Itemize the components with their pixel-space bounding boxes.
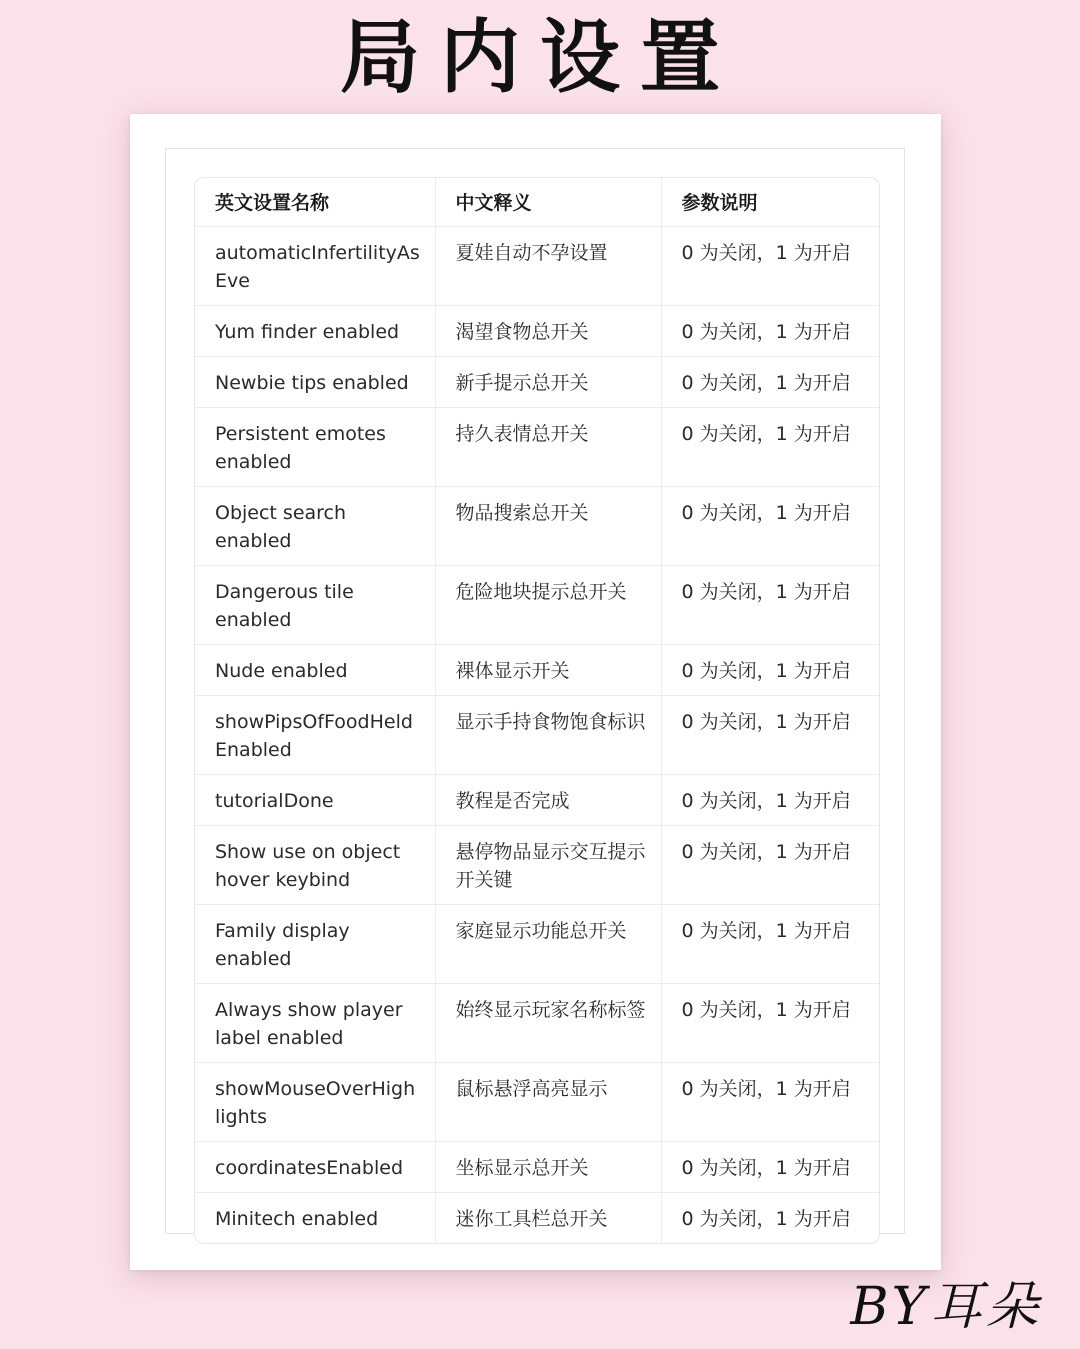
cell-parameter: 0 为关闭，1 为开启 — [661, 645, 879, 696]
cell-parameter: 0 为关闭，1 为开启 — [661, 408, 879, 487]
cell-chinese-meaning: 始终显示玩家名称标签 — [435, 984, 661, 1063]
table-row — [195, 984, 879, 1063]
cell-english-name: Dangerous tile enabled — [195, 566, 435, 645]
table-row — [195, 775, 879, 826]
cell-english-name: automaticInfertilityAs Eve — [195, 227, 435, 306]
table-row — [195, 487, 879, 566]
table-row — [195, 696, 879, 775]
cell-chinese-meaning: 夏娃自动不孕设置 — [435, 227, 661, 306]
cell-parameter: 0 为关闭，1 为开启 — [661, 905, 879, 984]
cell-chinese-meaning: 教程是否完成 — [435, 775, 661, 826]
cell-chinese-meaning: 显示手持食物饱食标识 — [435, 696, 661, 775]
cell-chinese-meaning: 新手提示总开关 — [435, 357, 661, 408]
cell-english-name: Always show player label enabled — [195, 984, 435, 1063]
cell-parameter: 0 为关闭，1 为开启 — [661, 775, 879, 826]
cell-chinese-meaning: 迷你工具栏总开关 — [435, 1193, 661, 1244]
settings-table-card — [194, 177, 880, 1244]
cell-chinese-meaning: 悬停物品显示交互提示开关键 — [435, 826, 661, 905]
cell-english-name: Newbie tips enabled — [195, 357, 435, 408]
cell-chinese-meaning: 物品搜索总开关 — [435, 487, 661, 566]
cell-parameter: 0 为关闭，1 为开启 — [681, 1208, 851, 1230]
table-row — [195, 306, 879, 357]
cell-chinese-meaning: 危险地块提示总开关 — [435, 566, 661, 645]
table-row — [195, 1193, 879, 1244]
cell-chinese-meaning: 持久表情总开关 — [435, 408, 661, 487]
column-header-chinese-meaning: 中文释义 — [435, 178, 661, 227]
cell-chinese-meaning: 鼠标悬浮高亮显示 — [435, 1063, 661, 1142]
cell-english-name: tutorialDone — [195, 775, 435, 826]
cell-parameter: 0 为关闭，1 为开启 — [661, 227, 879, 306]
cell-chinese-meaning: 家庭显示功能总开关 — [435, 905, 661, 984]
table-row — [195, 566, 879, 645]
cell-parameter: 0 为关闭，1 为开启 — [661, 357, 879, 408]
cell-parameter: 0 为关闭，1 为开启 — [661, 1063, 879, 1142]
cell-english-name: coordinatesEnabled — [195, 1142, 435, 1193]
cell-chinese-meaning: 坐标显示总开关 — [435, 1142, 661, 1193]
cell-english-name: Yum finder enabled — [195, 306, 435, 357]
cell-english-name: Nude enabled — [195, 645, 435, 696]
cell-parameter: 0 为关闭，1 为开启 — [661, 566, 879, 645]
cell-english-name: showMouseOverHigh lights — [195, 1063, 435, 1142]
column-header-english-name: 英文设置名称 — [195, 178, 435, 227]
settings-table — [195, 178, 879, 1243]
cell-english-name: showPipsOfFoodHeld Enabled — [195, 696, 435, 775]
cell-parameter: 0 为关闭，1 为开启 — [661, 984, 879, 1063]
table-row — [195, 227, 879, 306]
cell-chinese-meaning: 裸体显示开关 — [435, 645, 661, 696]
cell-parameter: 0 为关闭，1 为开启 — [661, 487, 879, 566]
author-signature: BY耳朵 — [850, 1277, 1042, 1337]
cell-parameter: 0 为关闭，1 为开启 — [661, 306, 879, 357]
table-row — [195, 645, 879, 696]
cell-english-name: Minitech enabled — [195, 1193, 435, 1244]
table-header-row — [195, 178, 879, 227]
cell-english-name: Family display enabled — [195, 905, 435, 984]
table-row — [195, 357, 879, 408]
table-row — [195, 905, 879, 984]
cell-parameter: 0 为关闭，1 为开启 — [661, 1142, 879, 1193]
column-header-parameter: 参数说明 — [661, 178, 879, 227]
document-paper — [130, 114, 941, 1270]
cell-english-name: Object search enabled — [195, 487, 435, 566]
table-row — [195, 826, 879, 905]
inner-frame — [165, 148, 905, 1234]
table-row — [195, 1063, 879, 1142]
table-row — [195, 408, 879, 487]
cell-parameter: 0 为关闭，1 为开启 — [661, 826, 879, 905]
cell-english-name: Show use on object hover keybind — [195, 826, 435, 905]
table-row — [195, 1142, 879, 1193]
page-title: 局内设置 — [340, 11, 740, 104]
cell-chinese-meaning: 渴望食物总开关 — [435, 306, 661, 357]
cell-english-name: Persistent emotes enabled — [195, 408, 435, 487]
cell-parameter: 0 为关闭，1 为开启 — [661, 696, 879, 775]
